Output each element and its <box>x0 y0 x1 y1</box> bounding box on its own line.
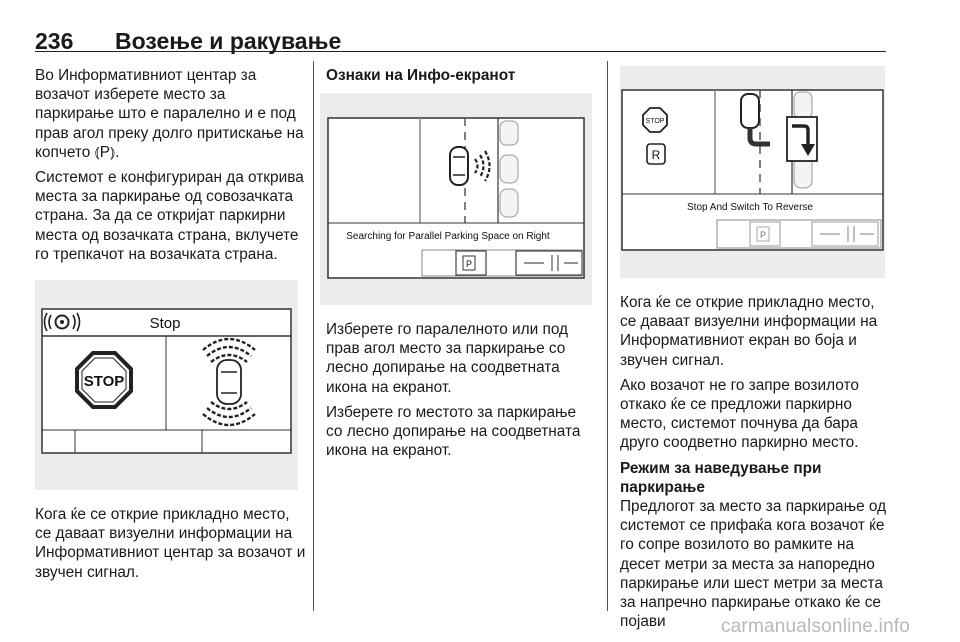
col3-paragraph-3: Предлогот за место за паркирање од системот се прифаќа кога возачот ќе го сопре возилото во рамките на десет метри за места за напоредно паркирање или шест метри за места за напречно паркирање откако ќе се појави <box>620 498 887 631</box>
figure1-stop-label: Stop <box>149 315 181 332</box>
figure3-caption: Stop And Switch To Reverse <box>687 202 813 213</box>
figure-driver-info-center <box>35 280 298 490</box>
header-rule <box>35 51 886 52</box>
figure2-caption: Searching for Parallel Parking Space on Right <box>346 231 550 242</box>
col1-paragraph-3: Кога ќе се открие прикладно место, се даваат визуелни информации на Информативниот центар за возачот и звучен сигнал. <box>35 506 306 581</box>
section-title: Возење и ракување <box>115 28 342 54</box>
perpendicular-parking-button-fig3[interactable] <box>812 222 878 246</box>
column-2-body <box>326 320 596 466</box>
col1-paragraph-2: Системот е конфигуриран да открива места за паркирање од совозачката страна. За да се откријат паркирни места од возачката страна, вклучете го трепкачот на возачката страна. <box>35 169 304 263</box>
page-number: 236 <box>35 28 74 54</box>
col3-paragraph-2: Ако возачот не го запре возилото откако ќе се предложи паркирно место, системот почнува да бара друго соодветно паркирно место. <box>620 376 859 452</box>
col1-paragraph-1: Во Информативниот центар за возачот изберете место за паркирање што е паралелно и е под прав агол преку долго притискање на копчето ⦅P⦆. <box>35 67 304 161</box>
col3-subheading-line-2: паркирање <box>620 478 705 496</box>
col3-subheading-line-1: Режим за наведување при <box>620 459 822 477</box>
column-3-body <box>620 293 890 637</box>
stop-sign-icon <box>77 353 131 407</box>
column-2-heading-block <box>326 66 596 91</box>
figure2-svg <box>320 93 592 305</box>
col1-bottom-text <box>35 505 307 588</box>
col2-paragraph-2: Изберете го местото за паркирање со лесно допирање на соодветната икона на екранот. <box>326 403 581 460</box>
col2-heading: Ознаки на Инфо-екранот <box>326 67 516 84</box>
figure3-stop-text: STOP <box>645 118 665 125</box>
figure-info-display-reverse <box>620 66 885 278</box>
column-divider-2 <box>607 61 608 611</box>
figure1-svg <box>35 280 298 490</box>
figure2-p-badge: P <box>465 259 473 269</box>
figure-info-display-search <box>320 93 592 305</box>
parallel-parking-button-fig3[interactable] <box>750 222 780 246</box>
perpendicular-parking-button[interactable] <box>516 251 582 275</box>
figure3-svg <box>620 66 885 278</box>
site-watermark: carmanualsonline.info <box>720 616 910 637</box>
reverse-arrow-icon <box>787 117 817 161</box>
figure3-r-text: R <box>651 148 661 162</box>
reverse-gear-icon <box>647 144 665 164</box>
steering-wheel-icon <box>45 313 80 331</box>
column-divider-1 <box>313 61 314 611</box>
col3-paragraph-1: Кога ќе се открие прикладно место, се даваат визуелни информации на Информативниот екран во боја и звучен сигнал. <box>620 294 878 369</box>
col2-paragraph-1: Изберете го паралелното или под прав агол место за паркирање со лесно допирање на соодветната икона на екранот. <box>326 321 569 396</box>
vehicle-icon <box>450 147 468 185</box>
column-1 <box>35 66 307 270</box>
figure1-sign-text: STOP <box>83 373 125 390</box>
figure3-p-badge: P <box>759 230 767 240</box>
stop-sign-small-icon <box>643 108 667 132</box>
parallel-parking-button[interactable] <box>456 251 486 275</box>
